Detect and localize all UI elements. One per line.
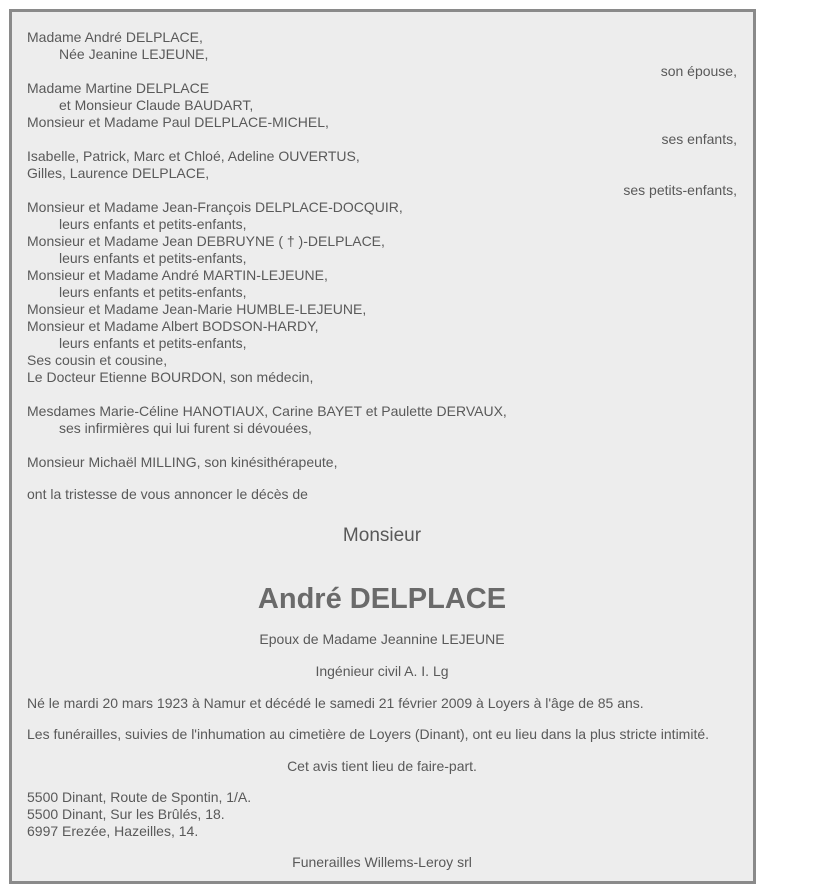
family-line: Le Docteur Etienne BOURDON, son médecin, — [27, 369, 314, 385]
family-line: Mesdames Marie-Céline HANOTIAUX, Carine BAYET et Paulette DERVAUX, — [27, 403, 507, 419]
family-line: Monsieur et Madame André MARTIN-LEJEUNE, — [27, 267, 328, 283]
address-block — [27, 789, 737, 840]
family-line: Gilles, Laurence DELPLACE, — [27, 165, 210, 181]
spacer — [27, 386, 737, 403]
family-line: Isabelle, Patrick, Marc et Chloé, Adeline OUVERTUS, — [27, 148, 360, 164]
family-line: Ses cousin et cousine, — [27, 352, 168, 368]
address-line: 5500 Dinant, Route de Spontin, 1/A. — [27, 789, 252, 805]
deceased-name: André DELPLACE — [257, 583, 507, 615]
family-line: Madame Martine DELPLACE — [27, 80, 210, 96]
family-line: Monsieur et Madame Jean DEBRUYNE ( † )-DELPLACE, — [27, 233, 385, 249]
family-line: ses infirmières qui lui furent si dévouées, — [59, 420, 312, 436]
notice-line: Cet avis tient lieu de faire-part. — [287, 758, 477, 774]
birth-death-line: Né le mardi 20 mars 1923 à Namur et décédé le samedi 21 février 2009 à Loyers à l'âge de 85 ans. — [27, 695, 644, 711]
family-line: Madame André DELPLACE, — [27, 29, 203, 45]
funeral-home: Funerailles Willems-Leroy srl — [292, 854, 472, 870]
family-line: Monsieur Michaël MILLING, son kinésithérapeute, — [27, 454, 338, 470]
address-line: 6997 Erezée, Hazeilles, 14. — [27, 823, 199, 839]
family-line: et Monsieur Claude BAUDART, — [59, 97, 254, 113]
family-line: Née Jeanine LEJEUNE, — [59, 46, 209, 62]
family-line: leurs enfants et petits-enfants, — [59, 335, 247, 351]
family-line: Monsieur et Madame Jean-François DELPLACE-DOCQUIR, — [27, 199, 403, 215]
obituary-content — [27, 29, 737, 871]
family-line: Monsieur et Madame Albert BODSON-HARDY, — [27, 318, 319, 334]
funeral-line: Les funérailles, suivies de l'inhumation au cimetière de Loyers (Dinant), ont eu lieu dans la plus stricte intimité. — [27, 726, 710, 742]
family-line: leurs enfants et petits-enfants, — [59, 216, 247, 232]
family-line: son épouse, — [660, 63, 737, 79]
family-line: leurs enfants et petits-enfants, — [59, 284, 247, 300]
address-line: 5500 Dinant, Sur les Brûlés, 18. — [27, 806, 225, 822]
title-line: Ingénieur civil A. I. Lg — [315, 663, 449, 679]
spacer — [27, 437, 737, 454]
family-line: ses petits-enfants, — [623, 182, 737, 198]
family-line: Monsieur et Madame Jean-Marie HUMBLE-LEJEUNE, — [27, 301, 367, 317]
family-line: Monsieur et Madame Paul DELPLACE-MICHEL, — [27, 114, 329, 130]
spouse-line: Epoux de Madame Jeannine LEJEUNE — [259, 631, 505, 647]
family-list — [27, 29, 737, 471]
obituary-card — [9, 9, 756, 884]
family-line: ses enfants, — [661, 131, 737, 147]
honorific: Monsieur — [342, 525, 422, 546]
intro-text: ont la tristesse de vous annoncer le décès de — [27, 486, 308, 502]
family-line: leurs enfants et petits-enfants, — [59, 250, 247, 266]
